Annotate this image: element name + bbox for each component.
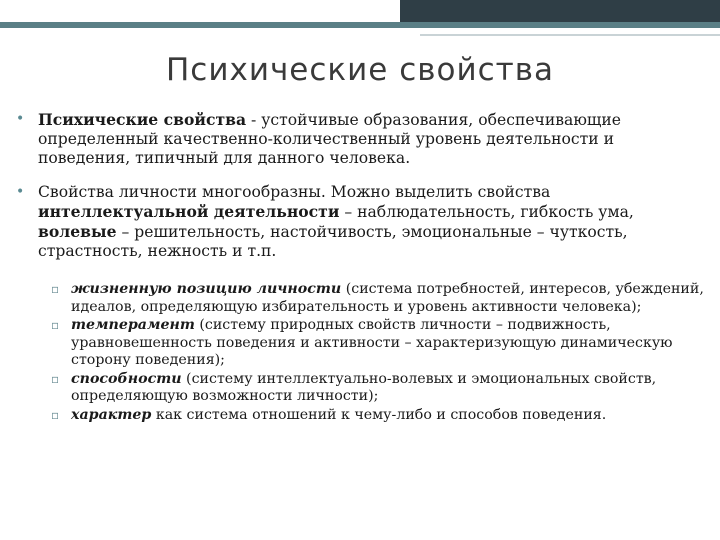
- bullet-item: [16, 183, 706, 261]
- page-title: Психические свойства: [165, 52, 555, 88]
- sub-item-text: (система потребностей, интересов, убеждений, идеалов, определяющую избирательность и уровень активности человека);: [71, 281, 704, 315]
- bullet-text: – наблюдательность, гибкость ума,: [339, 203, 634, 221]
- header-band: [0, 0, 720, 22]
- square-bullet-icon: ▫: [51, 282, 60, 296]
- square-bullet-icon: ▫: [51, 318, 60, 332]
- bullet-item: [16, 110, 706, 168]
- sub-item-term: характер: [71, 406, 152, 423]
- bullet-text: – решительность, настойчивость, эмоциональные – чуткость, страстность, нежность и т.п.: [38, 223, 628, 260]
- bullet-text: Свойства личности многообразны. Можно выделить свойства: [38, 183, 551, 201]
- sub-list-item: [51, 407, 706, 425]
- sub-item-text: как система отношений к чему-либо и способов поведения.: [151, 406, 607, 423]
- sub-list-item: [51, 371, 706, 406]
- bullet-icon: •: [16, 184, 25, 200]
- sub-item-term: жизненную позицию личности: [71, 281, 342, 297]
- header-band-teal: [0, 22, 720, 28]
- sub-item-term: способности: [71, 370, 182, 387]
- slide-content: [16, 110, 706, 425]
- bullet-icon: •: [16, 111, 25, 127]
- sub-list-item: [51, 281, 706, 316]
- sub-list-item: [51, 317, 706, 370]
- sub-item-text: (систему интеллектуально-волевых и эмоциональных свойств, определяющую возможности личности);: [71, 370, 657, 404]
- sub-item-text: (систему природных свойств личности – подвижность, уравновешенность поведения и активности – характеризующую динамическую сторону поведения);: [71, 317, 673, 368]
- sub-item-term: темперамент: [71, 317, 195, 333]
- square-bullet-icon: ▫: [51, 371, 60, 386]
- header-band-dark: [400, 0, 720, 22]
- bullet-term: Психические свойства: [38, 110, 247, 129]
- bullet-term: интеллектуальной деятельности: [38, 202, 340, 221]
- bullet-term: волевые: [38, 222, 117, 241]
- bullet-text: - устойчивые образования, обеспечивающие определенный качественно-количественный уровень деятельности и поведения, типичный для данного человека.: [38, 111, 622, 167]
- header-band-light: [420, 34, 720, 36]
- sub-list: [16, 281, 706, 424]
- square-bullet-icon: ▫: [51, 407, 60, 422]
